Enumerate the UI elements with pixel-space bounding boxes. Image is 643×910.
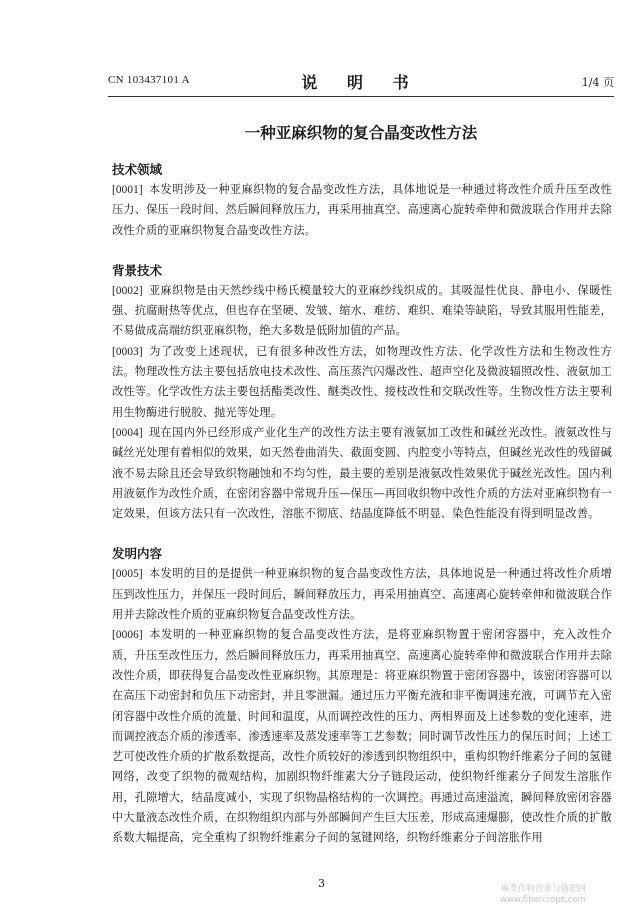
watermark-url: www.fibercrops.com (500, 895, 586, 905)
section-heading: 技术领域 (112, 162, 163, 177)
section-invention-content (112, 544, 612, 848)
paragraph-number: [0003] (112, 345, 143, 358)
watermark (500, 884, 586, 906)
header-rule (108, 96, 614, 97)
paragraph-0001 (112, 180, 612, 241)
page-header (108, 70, 614, 92)
paragraph-text: 亚麻织物是由天然纱线中杨氏模量较大的亚麻纱线织成的。其吸湿性优良、静电小、保暖性强、抗腐耐热等优点，但也存在坚硬、发皱、缩水、难纺、难织、难染等缺陷，导致其服用性能差，不易做成高端纺织亚麻织物，绝大多数是低附加值的产品。 (112, 283, 612, 338)
page-indicator: 1/4 页 (581, 76, 614, 89)
paragraph-text: 为了改变上述现状，已有很多种改性方法，如物理改性方法、化学改性方法和生物改性方法。物理改性方法主要包括放电技术改性、高压蒸汽闪爆改性、超声空化及微波辐照改性、液氨加工改性等。化学改性方法主要包括酯类改性、醚类改性、接枝改性和交联改性等。生物改性方法主要利用生物酶进行脱胶、抛光等处理。 (112, 344, 612, 419)
paragraph-0004 (112, 423, 612, 524)
paragraph-text: 本发明涉及一种亚麻织物的复合晶变改性方法，具体地说是一种通过将改性介质升压至改性压力、保压一段时间、然后瞬间释放压力，再采用抽真空、高速离心旋转牵伸和微波联合作用并去除改性介质的亚麻织物复合晶变改性方法。 (112, 183, 612, 237)
paragraph-number: [0005] (112, 568, 143, 581)
watermark-site-name: 麻类作物营养与施肥网 (500, 884, 586, 894)
section-heading: 背景技术 (112, 262, 163, 278)
document-type-heading: 说 明 书 (301, 73, 421, 92)
paragraph-text: 本发明的一种亚麻织物的复合晶变改性方法，是将亚麻织物置于密闭容器中，充入改性介质，升压至改性压力，然后瞬间释放压力，再采用抽真空、高速离心旋转牵伸和微波联合作用并去除改性介质，即获得复合晶变改性亚麻织物。其原理是：将亚麻织物置于密闭容器中，该密闭容器可以在高压下动密封和负压下动密封，并且零泄漏。通过压力平衡充液和非平衡调速充液，可调节充入密闭容器中改性介质的流量、时间和温度，从而调控改性的压力、两相界面及上述参数的变化速率，进而调控液态介质的渗透率、渗透速率及蒸发速率等工艺参数；同时调节改性压力的保压时间；上述工艺可使改性介质的扩散系数提高，改性介质较好的渗透到织物组织中，重构织物纤维素分子间的氢键网络，改变了织物的微观结构，加剧织物纤维素大分子链段运动，使织物纤维素分子间发生溶胀作用，孔隙增大，结晶度减小，实现了织物晶格结构的一次调控。再通过高速溢流，瞬间释放密闭容器中大量液态改性介质，在织物组织内部与外部瞬间产生巨大压差，形成高速爆膨，使改性介质的扩散系数大幅提高，完全重构了织物纤维素分子间的氢键网络，织物纤维素分子间溶胀作用 (112, 628, 612, 845)
paragraph-0006 (112, 625, 612, 848)
paragraph-number: [0006] (112, 629, 143, 642)
paragraph-0002 (112, 281, 612, 342)
publication-number: CN 103437101 A (108, 74, 190, 86)
document-title: 一种亚麻织物的复合晶变改性方法 (244, 123, 478, 142)
paragraph-number: [0001] (112, 184, 143, 196)
paragraph-text: 本发明的目的是提供一种亚麻织物的复合晶变改性方法，具体地说是一种通过将改性介质增压到改性压力，并保压一段时间后，瞬间释放压力，再采用抽真空、高速离心旋转牵伸和微波联合作用并去除改性介质的亚麻织物复合晶变改性方法。 (112, 567, 612, 622)
page-number: 3 (318, 877, 325, 890)
paragraph-text: 现在国内外已经形成产业化生产的改性方法主要有液氨加工改性和碱丝光改性。液氨改性与碱丝光处理有着相似的效果，如天然卷曲消失、截面变圆、内腔变小等特点，但碱丝光改性的残留碱液不易去除且还会导致织物融蚀和不均匀性，最主要的差别是液氨改性效果优于碱丝光改性。国内利用液氨作为改性介质，在密闭容器中常规升压—保压—再回收织物中改性介质的方法对亚麻织物有一定效果，但该方法只有一次改性，溶胀不彻底、结晶度降低不明显、染色性能没有得到明显改善。 (112, 425, 612, 521)
section-heading: 发明内容 (112, 546, 163, 562)
document-body (112, 160, 612, 849)
section-technical-field (112, 160, 612, 241)
paragraph-0003 (112, 342, 612, 423)
paragraph-number: [0002] (112, 284, 143, 297)
paragraph-number: [0004] (112, 426, 143, 439)
paragraph-0005 (112, 564, 612, 625)
section-background (112, 261, 612, 525)
